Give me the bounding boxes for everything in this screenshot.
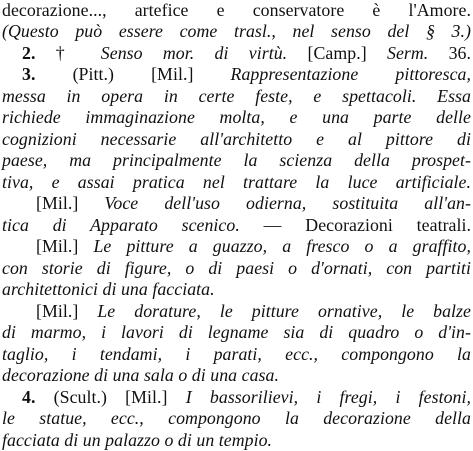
mil-label-3: [Mil.]	[36, 300, 98, 321]
text-line-1	[2, 0, 471, 21]
text-line-14	[2, 279, 471, 300]
text-line-21	[2, 430, 471, 451]
mil-label-2: [Mil.]	[36, 236, 94, 257]
line-2-part-1: (Questo può essere come trasl., nel senso del § 3.)	[2, 21, 471, 42]
text-line-3	[22, 43, 471, 64]
text-line-5	[2, 86, 471, 107]
line-5-part-1: messa in opera in certe feste, e spettacoli. Essa	[2, 85, 471, 106]
mil-label-1: [Mil.]	[36, 193, 105, 214]
text-line-8	[2, 150, 471, 171]
text-line-12	[36, 236, 471, 257]
line-14-part-1: architettonici di una facciata.	[2, 279, 215, 300]
text-line-20	[2, 408, 471, 429]
text-line-10	[36, 193, 471, 214]
text-line-16	[2, 322, 471, 343]
line-18-part-1: decorazione di una sala o di una casa.	[2, 365, 279, 386]
line-12-definition: Le pitture a guazzo, a fresco o a graffito,	[93, 236, 471, 257]
text-line-7	[2, 129, 471, 150]
sense-definition-4-start: I bassorilievi, i fregi, i festoni,	[185, 386, 471, 407]
source-serm: Serm.	[386, 42, 429, 63]
line-10-definition: Voce dell'uso odierna, sostituita all'an-	[104, 193, 471, 214]
text-line-9	[2, 172, 471, 193]
text-line-15	[36, 301, 471, 322]
sense-number-2: 2.	[22, 42, 56, 63]
line-8-part-1: paese, ma principalmente la scienza della prospet-	[2, 150, 471, 171]
line-15-definition: Le dorature, le pitture ornative, le balze	[97, 300, 471, 321]
line-17-part-1: taglio, i tendami, i parati, ecc., compongono la	[2, 343, 471, 364]
line-7-part-1: cognizioni necessarie all'architetto e al pittore di	[2, 128, 471, 149]
line-11-italic: tica di Apparato scenico.	[2, 214, 240, 235]
sense-label-scult-mil: (Scult.) [Mil.]	[53, 386, 186, 407]
line-20-part-1: le statue, ecc., compongono la decorazione della	[2, 408, 471, 429]
sense-definition-2: Senso mor. di virtù.	[100, 42, 288, 63]
text-line-4	[22, 64, 471, 85]
sense-definition-3-start: Rappresentazione pittoresca,	[230, 64, 471, 85]
text-line-13	[2, 258, 471, 279]
source-camp: [Camp.]	[287, 42, 387, 63]
text-line-19	[22, 387, 471, 408]
sense-number-3: 3.	[22, 64, 73, 85]
text-line-2	[2, 21, 471, 42]
dagger-mark: †	[55, 42, 101, 63]
line-13-part-1: con storie di figure, o di paesi o d'ornati, con partiti	[2, 257, 471, 278]
source-number: 36.	[428, 42, 471, 63]
line-16-part-1: di marmo, i lavori di legname sia di quadro o d'in-	[2, 322, 471, 343]
sense-label-pitt-mil: (Pitt.) [Mil.]	[72, 64, 231, 85]
sense-number-4: 4.	[22, 386, 54, 407]
line-11-roman: — Decorazioni teatrali.	[239, 214, 472, 235]
line-9-part-1: tiva, e assai pratica nel trattare la luce artificiale.	[2, 171, 471, 192]
line-6-part-1: richiede immaginazione molta, e una parte delle	[2, 107, 471, 128]
text-line-18	[2, 365, 471, 386]
text-line-17	[2, 344, 471, 365]
line-1-part-1: decorazione..., artefice e conservatore è l'Amore.	[2, 0, 471, 20]
text-line-11	[2, 215, 471, 236]
line-21-part-1: facciata di un palazzo o di un tempio.	[2, 429, 273, 450]
text-line-6	[2, 107, 471, 128]
